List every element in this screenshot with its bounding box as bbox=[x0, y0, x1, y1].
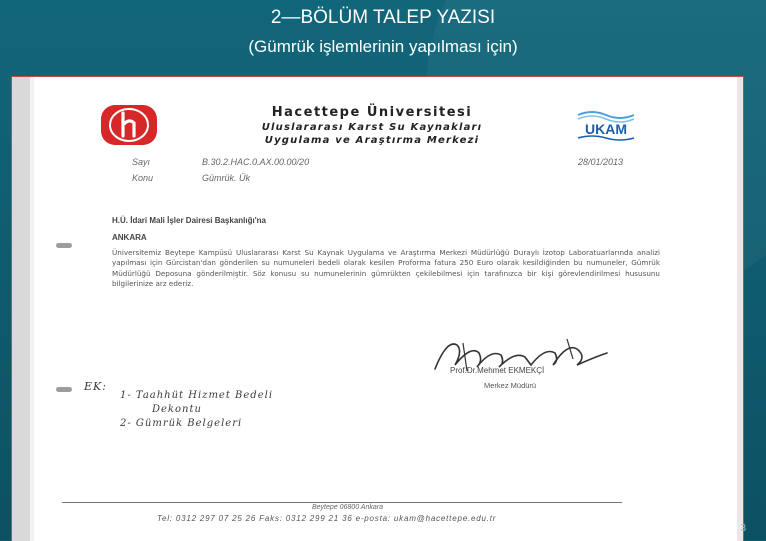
scanned-letter bbox=[11, 76, 744, 541]
punch-hole bbox=[56, 243, 72, 248]
handwritten-enclosure-1b: Dekontu bbox=[152, 404, 202, 415]
letterhead-center-line1: Uluslararası Karst Su Kaynakları bbox=[261, 122, 483, 133]
handwritten-enclosure-label: EK: bbox=[84, 380, 107, 393]
subject-label: Sayı bbox=[132, 157, 151, 167]
scan-right-edge bbox=[737, 77, 743, 541]
footer-address: Beytepe 06800 Ankara bbox=[312, 504, 383, 511]
page-number: 3 bbox=[740, 523, 746, 534]
punch-hole bbox=[56, 387, 72, 392]
slide-subtitle: (Gümrük işlemlerinin yapılması için) bbox=[248, 37, 518, 56]
topic-label: Konu bbox=[132, 173, 154, 183]
subject-value: B.30.2.HAC.0.AX.00.00/20 bbox=[202, 157, 310, 167]
addressee: H.Ü. İdari Mali İşler Dairesi Başkanlığı'na bbox=[112, 216, 266, 225]
ukam-logo-text: UKAM bbox=[585, 121, 627, 137]
footer-contact: Tel: 0312 297 07 25 26 Faks: 0312 299 21 36 e-posta: ukam@hacettepe.edu.tr bbox=[157, 514, 497, 523]
signer-title: Merkez Müdürü bbox=[484, 381, 537, 390]
addressee-city: ANKARA bbox=[112, 233, 147, 242]
letter-date: 28/01/2013 bbox=[578, 157, 624, 167]
letter-body: Üniversitemiz Beytepe Kampüsü Uluslararası Karst Su Kaynak Uygulama ve Araştırma Merkezi Müdürlüğü Duraylı İzotop Laboratuarlarında analizi yapılması için Gürcistan'dan gönderilen su numuneleri bedeli olarak kesilen Proforma fatura 250 Euro olarak kesildiğinden bu numuneler, Gümrük Müdürlüğü Deposuna gönderilmiştir. Söz konusu su numunelerinin gümrükten çekilebilmesi için tarafınızca bir kişi görevlendirilmesi hususunu bilgilerinize arz ederiz. bbox=[112, 248, 660, 289]
hacettepe-logo-icon bbox=[100, 104, 158, 146]
topic-value: Gümrük. Ük bbox=[202, 173, 251, 183]
footer-divider bbox=[62, 502, 622, 503]
handwritten-enclosure-2: 2- Gümrük Belgeleri bbox=[120, 418, 243, 429]
ukam-logo-icon bbox=[574, 107, 638, 143]
scan-margin-edge bbox=[30, 77, 34, 541]
scan-margin bbox=[12, 77, 30, 541]
letterhead-university: Hacettepe Üniversitesi bbox=[271, 105, 473, 120]
signer-name: Prof.Dr.Mehmet EKMEKÇİ bbox=[450, 366, 545, 375]
handwritten-enclosure-1: 1- Taahhüt Hizmet Bedeli bbox=[120, 390, 274, 401]
letterhead-center-line2: Uygulama ve Araştırma Merkezi bbox=[264, 135, 480, 146]
letterhead bbox=[222, 105, 522, 147]
slide-title: 2—BÖLÜM TALEP YAZISI bbox=[270, 7, 496, 28]
